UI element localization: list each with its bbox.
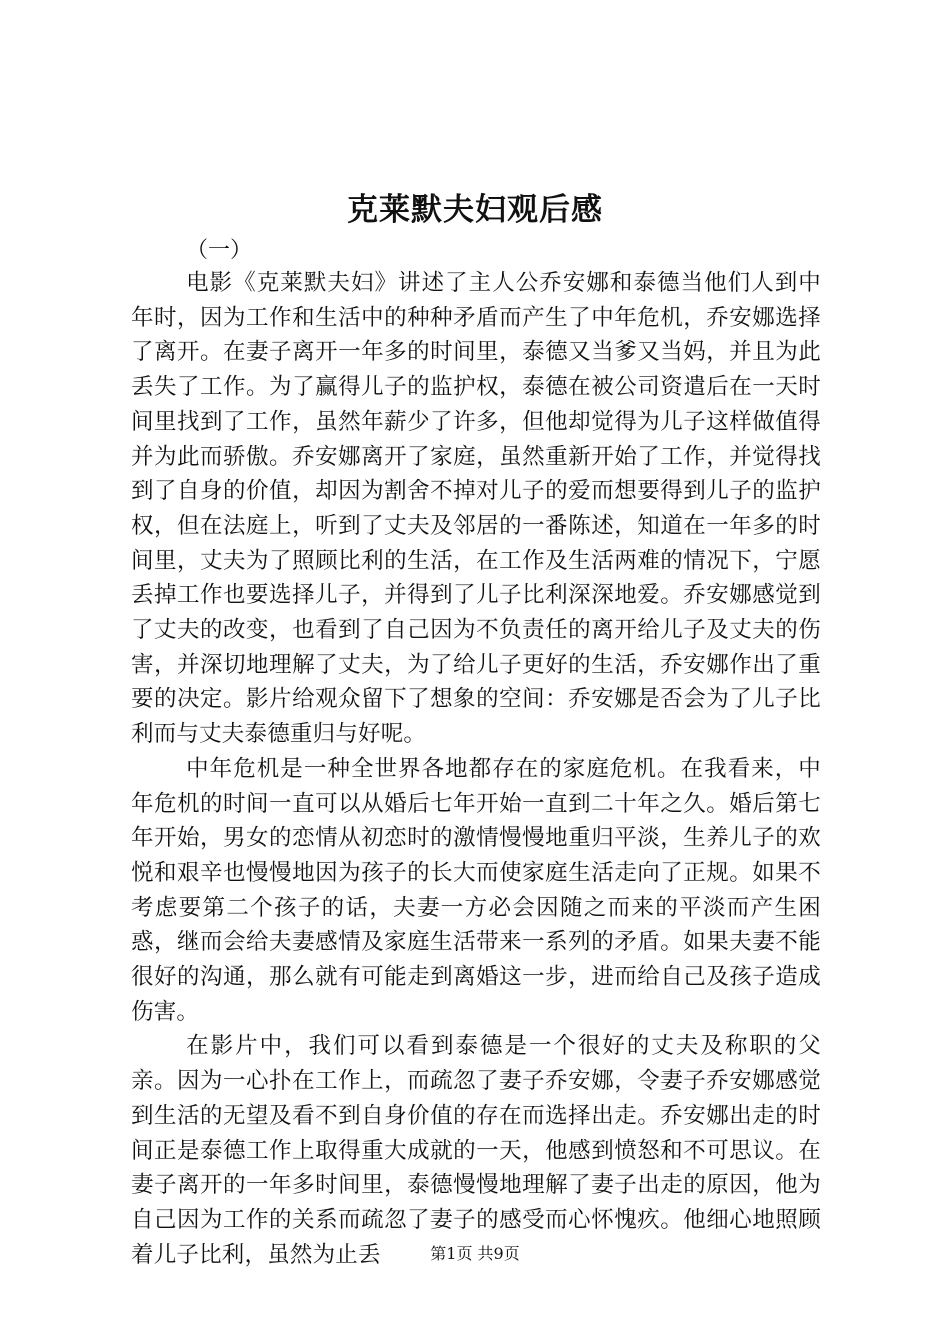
paragraph-1: 电影《克莱默夫妇》讲述了主人公乔安娜和泰德当他们人到中年时，因为工作和生活中的种种矛盾而产生了中年危机，乔安娜选择了离开。在妻子离开一年多的时间里，泰德又当爹又当妈，并且为此丢失了工作。为了赢得儿子的监护权，泰德在被公司资遣后在一天时间里找到了工作，虽然年薪少了许多，但他却觉得为儿子这样做值得并为此而骄傲。乔安娜离开了家庭，虽然重新开始了工作，并觉得找到了自身的价值，却因为割舍不掉对儿子的爱而想要得到儿子的监护权，但在法庭上，听到了丈夫及邻居的一番陈述，知道在一年多的时间里，丈夫为了照顾比利的生活，在工作及生活两难的情况下，宁愿丢掉工作也要选择儿子，并得到了儿子比利深深地爱。乔安娜感觉到了丈夫的改变，也看到了自己因为不负责任的离开给儿子及丈夫的伤害，并深切地理解了丈夫，为了给儿子更好的生活，乔安娜作出了重要的决定。影片给观众留下了想象的空间：乔安娜是否会为了儿子比利而与丈夫泰德重归与好呢。 — [131, 270, 821, 748]
paragraph-3: 在影片中，我们可以看到泰德是一个很好的丈夫及称职的父亲。因为一心扑在工作上，而疏忽了妻子乔安娜，令妻子乔安娜感觉到生活的无望及看不到自身价值的存在而选择出走。乔安娜出走的时间正是泰德工作上取得重大成就的一天，他感到愤怒和不可思议。在妻子离开的一年多时间里，泰德慢慢地理解了妻子出走的原因，他为自己因为工作的关系而疏忽了妻子的感受而心怀愧疚。他细心地照顾着儿子比利，虽然为止丢 — [131, 1033, 821, 1268]
section-label: （一） — [186, 238, 253, 263]
page-number-footer: 第1页 共9页 — [430, 1244, 520, 1263]
document-body — [131, 266, 821, 1272]
paragraph-2: 中年危机是一种全世界各地都存在的家庭危机。在我看来，中年危机的时间一直可以从婚后七年开始一直到二十年之久。婚后第七年开始，男女的恋情从初恋时的激情慢慢地重归平淡，生养儿子的欢悦和艰辛也慢慢地因为孩子的长大而使家庭生活走向了正规。如果不考虑要第二个孩子的话，夫妻一方必会因随之而来的平淡而产生困惑，继而会给夫妻感情及家庭生活带来一系列的矛盾。如果夫妻不能很好的沟通，那么就有可能走到离婚这一步，进而给自己及孩子造成伤害。 — [131, 755, 821, 1025]
document-title: 克莱默夫妇观后感 — [347, 192, 603, 228]
